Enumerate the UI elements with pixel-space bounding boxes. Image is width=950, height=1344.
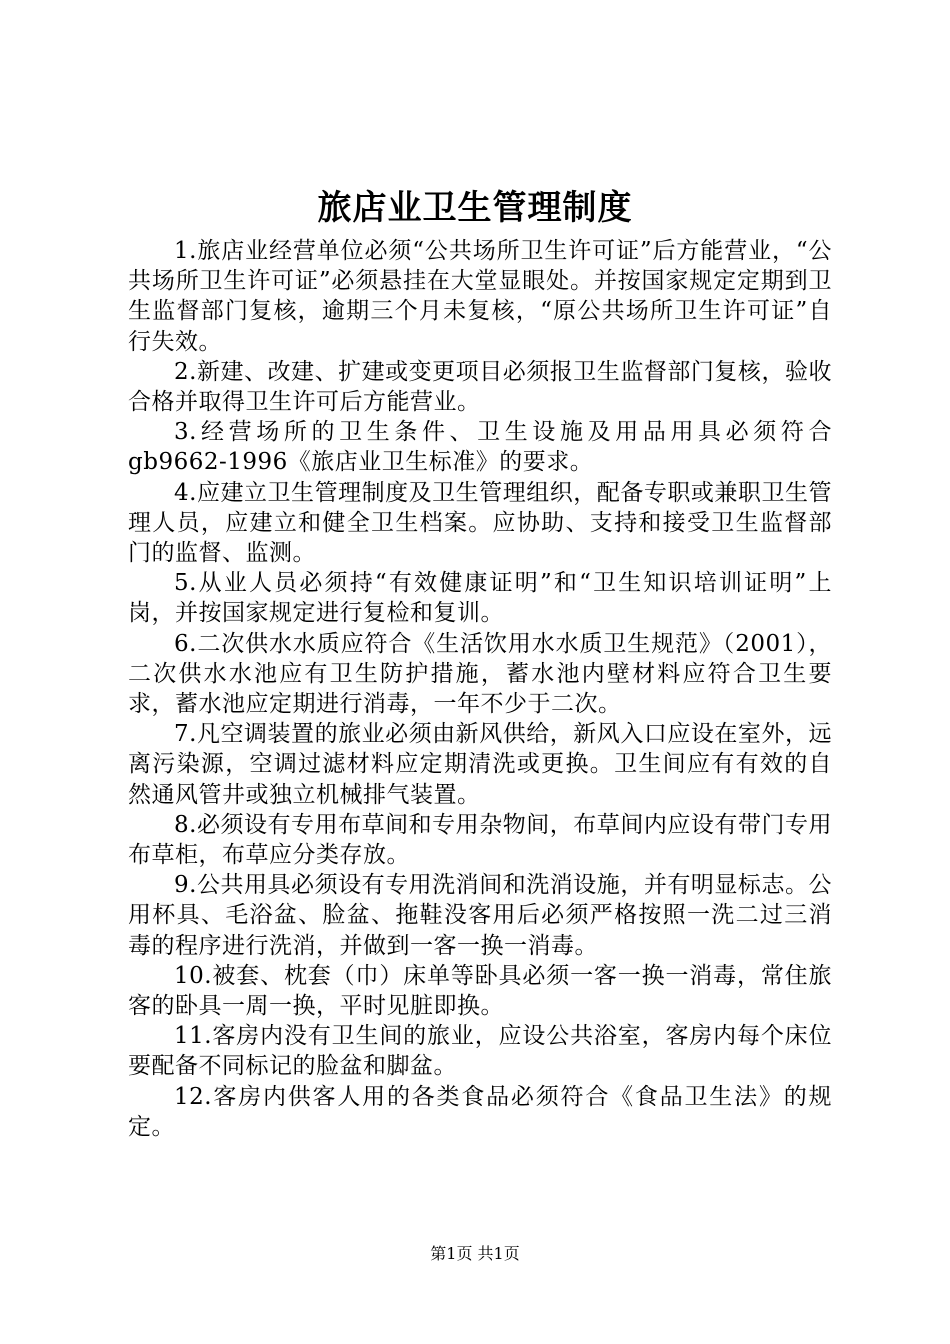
paragraph-9: 9.公共用具必须设有专用洗消间和洗消设施，并有明显标志。公用杯具、毛浴盆、脸盆、拖鞋没客用后必须严格按照一洗二过三消毒的程序进行洗消，并做到一客一换一消毒。 — [128, 872, 832, 959]
paragraph-3: 3.经营场所的卫生条件、卫生设施及用品用具必须符合gb9662-1996《旅店业卫生标准》的要求。 — [128, 419, 832, 476]
paragraph-4: 4.应建立卫生管理制度及卫生管理组织，配备专职或兼职卫生管理人员，应建立和健全卫生档案。应协助、支持和接受卫生监督部门的监督、监测。 — [128, 479, 832, 567]
paragraph-10: 10.被套、枕套（巾）床单等卧具必须一客一换一消毒，常住旅客的卧具一周一换，平时见脏即换。 — [128, 962, 832, 1020]
document-body — [128, 236, 832, 1142]
paragraph-8: 8.必须设有专用布草间和专用杂物间，布草间内应设有带门专用布草柜，布草应分类存放。 — [128, 811, 832, 869]
page-footer: 第1页 共1页 — [430, 1244, 520, 1263]
paragraph-5: 5.从业人员必须持“有效健康证明”和“卫生知识培训证明”上岗，并按国家规定进行复检和复训。 — [128, 570, 832, 627]
document-title: 旅店业卫生管理制度 — [317, 188, 633, 228]
paragraph-1: 1.旅店业经营单位必须“公共场所卫生许可证”后方能营业，“公共场所卫生许可证”必须悬挂在大堂显眼处。并按国家规定定期到卫生监督部门复核，逾期三个月未复核，“原公共场所卫生许可证”自行失效。 — [128, 238, 832, 355]
paragraph-7: 7.凡空调装置的旅业必须由新风供给，新风入口应设在室外，远离污染源，空调过滤材料应定期清洗或更换。卫生间应有有效的自然通风管井或独立机械排气装置。 — [128, 721, 832, 808]
paragraph-6: 6.二次供水水质应符合《生活饮用水水质卫生规范》（2001），二次供水水池应有卫生防护措施，蓄水池内壁材料应符合卫生要求，蓄水池应定期进行消毒，一年不少于二次。 — [128, 630, 832, 718]
paragraph-12: 12.客房内供客人用的各类食品必须符合《食品卫生法》的规定。 — [128, 1083, 832, 1140]
paragraph-11: 11.客房内没有卫生间的旅业，应设公共浴室，客房内每个床位要配备不同标记的脸盆和脚盆。 — [128, 1023, 832, 1080]
paragraph-2: 2.新建、改建、扩建或变更项目必须报卫生监督部门复核，验收合格并取得卫生许可后方能营业。 — [128, 358, 832, 416]
